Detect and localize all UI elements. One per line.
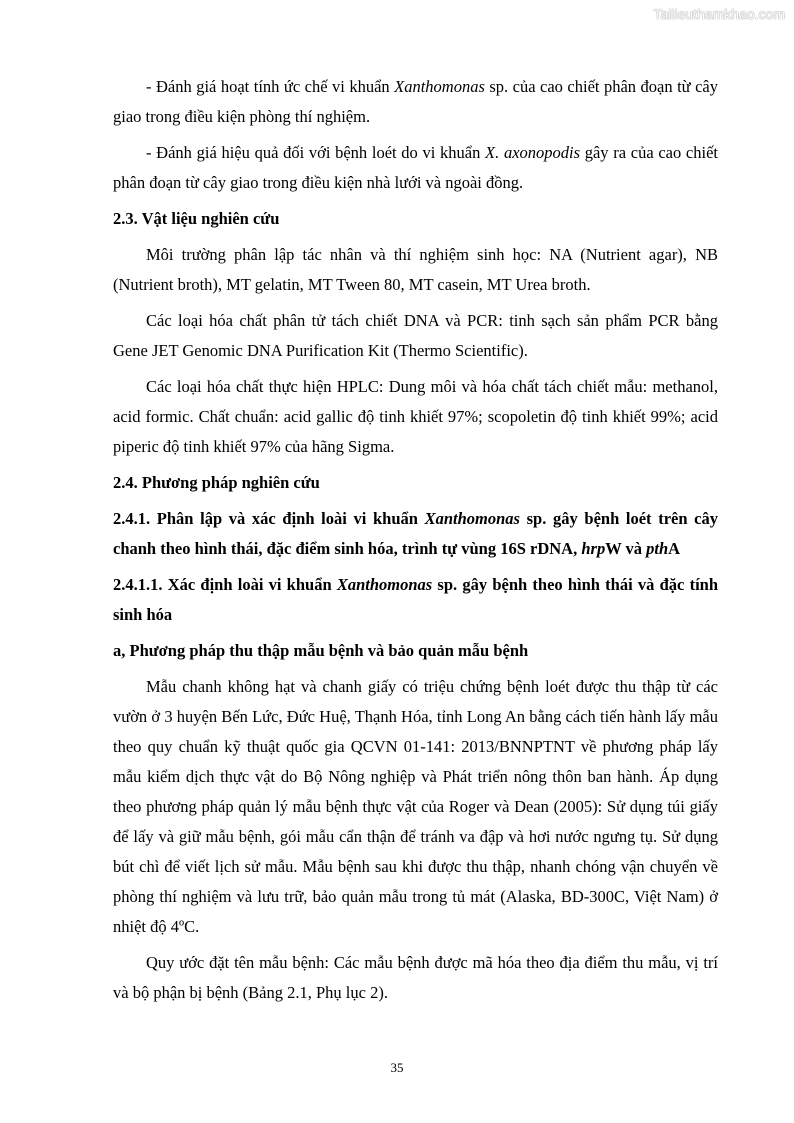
paragraph-media: Môi trường phân lập tác nhân và thí nghiệm sinh học: NA (Nutrient agar), NB (Nutrient broth), MT gelatin, MT Tween 80, MT casein, MT Urea broth. [113,245,718,294]
objective-2: - Đánh giá hiệu quả đối với bệnh loét do vi khuẩn X. axonopodis gây ra của cao chiết phân đoạn từ cây giao trong điều kiện nhà lưới và ngoài đồng. [113,143,718,192]
paragraph-hplc: Các loại hóa chất thực hiện HPLC: Dung môi và hóa chất tách chiết mẫu: methanol, acid formic. Chất chuẩn: acid gallic độ tinh khiết 97%; scopoletin độ tinh khiết 99%; acid piperic độ tinh khiết 97% của hãng Sigma. [113,377,718,456]
objective-1: - Đánh giá hoạt tính ức chế vi khuẩn Xanthomonas sp. của cao chiết phân đoạn từ cây giao trong điều kiện phòng thí nghiệm. [113,77,718,126]
heading-2-4-1: 2.4.1. Phân lập và xác định loài vi khuẩn Xanthomonas sp. gây bệnh loét trên cây chanh theo hình thái, đặc điểm sinh hóa, trình tự vùng 16S rDNA, hrpW và pthA [113,509,719,558]
document-body [113,72,718,1008]
heading-2-3: 2.3. Vật liệu nghiên cứu [113,209,280,228]
paragraph-sample-collection: Mẫu chanh không hạt và chanh giấy có triệu chứng bệnh loét được thu thập từ các vườn ở 3 huyện Bến Lức, Đức Huệ, Thạnh Hóa, tỉnh Long An bằng cách tiến hành lấy mẫu theo quy chuẩn kỹ thuật quốc gia QCVN 01-141: 2013/BNNPTNT về phương pháp lấy mẫu kiểm dịch thực vật do Bộ Nông nghiệp và Phát triển nông thôn ban hành. Áp dụng theo phương pháp quản lý mẫu bệnh thực vật của Roger và Dean (2005): Sử dụng túi giấy để lấy và giữ mẫu bệnh, gói mẫu cẩn thận để tránh va đập và hơi nước ngưng tụ. Sử dụng bút chì để viết lịch sử mẫu. Mẫu bệnh sau khi được thu thập, nhanh chóng vận chuyển về phòng thí nghiệm và lưu trữ, bảo quản mẫu trong tủ mát (Alaska, BD-300C, Việt Nam) ở nhiệt độ 4ºC. [113,677,718,936]
watermark: Tailieuthamkhao.com [653,6,785,22]
heading-a: a, Phương pháp thu thập mẫu bệnh và bảo quản mẫu bệnh [113,641,529,660]
heading-2-4-1-1: 2.4.1.1. Xác định loài vi khuẩn Xanthomonas sp. gây bệnh theo hình thái và đặc tính sinh hóa [113,575,719,624]
heading-2-4: 2.4. Phương pháp nghiên cứu [113,473,320,492]
paragraph-sample-naming: Quy ước đặt tên mẫu bệnh: Các mẫu bệnh được mã hóa theo địa điểm thu mẫu, vị trí và bộ phận bị bệnh (Bảng 2.1, Phụ lục 2). [113,953,718,1002]
page-number: 35 [390,1060,404,1075]
paragraph-dna: Các loại hóa chất phân tử tách chiết DNA và PCR: tinh sạch sản phẩm PCR bằng Gene JET Genomic DNA Purification Kit (Thermo Scientific). [113,311,718,360]
